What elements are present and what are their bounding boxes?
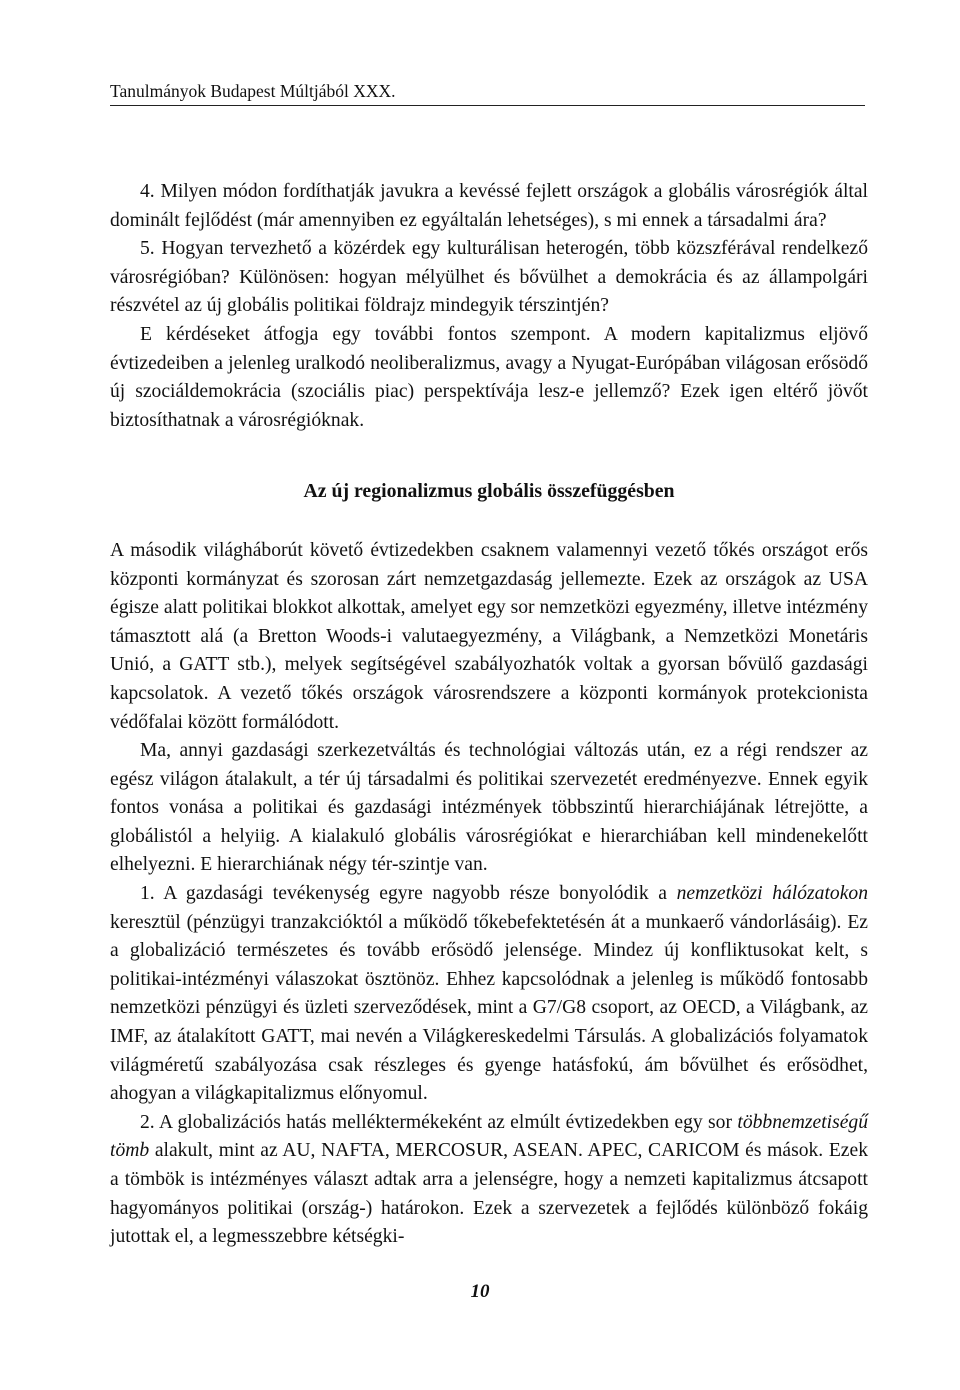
page-number: 10: [470, 1281, 490, 1302]
question-4: 4. Milyen módon fordíthatják javukra a kevéssé fejlett országok a globális városrégiók által dominált fejlődést (már amennyiben ez egyáltalán lehetséges), s mi ennek a társadalmi ára?: [110, 181, 868, 231]
paragraph-restructuring: Ma, annyi gazdasági szerkezetváltás és technológiai változás után, ez a régi rendszer az egész világon átalakult, a tér új társadalmi és politikai szervezetét eredményezve. Ennek egyik fontos vonása a politikai és gazdasági intézmények többszintű hierarchiájának létrejötte, a globálistól a helyiig. A kialakuló globális városrégiókat e hierarchiában kell mindenekelőtt elhelyezni. E hierarchiának négy tér-szintje van.: [110, 740, 868, 876]
list-item-1-text-b: keresztül (pénzügyi tranzakcióktól a működő tőkebefektetésén át a munkaerő vándorlásáig). Ez a globalizáció természetes és tovább erősödő jelensége. Mindez új konfliktusokat kelt, s politikai-intézményi válaszokat ösztönöz. Ehhez kapcsolódnak a jelenleg is működő fontosabb nemzetközi pénzügyi és üzleti szerveződések, mint a G7/G8 csoport, az OECD, a Világbank, az IMF, az átalakított GATT, mai nevén a Világkereskedelmi Társulás. A globalizációs folyamatok világméretű szabályozása csak részleges és gyenge hatásfokú, ám bővülhet és erősödhet, ahogyan a világkapitalizmus előnyomul.: [110, 911, 868, 1105]
list-item-1: [110, 880, 868, 1109]
list-item-2: [110, 1109, 868, 1252]
section-heading: Az új regionalizmus globális összefüggésben: [303, 480, 675, 503]
question-5: 5. Hogyan tervezhető a közérdek egy kulturálisan heterogén, több közszférával rendelkező városrégióban? Különösen: hogyan mélyülhet és bővülhet a demokrácia és az állampolgári részvétel az új globális politikai földrajz mindegyik térszintjén?: [110, 238, 868, 317]
paragraph-postwar: A második világháborút követő évtizedekben csaknem valamennyi vezető tőkés országot erős központi kormányzat és szorosan zárt nemzetgazdaság jellemezte. Ezek az országok az USA égisze alatt politikai blokkot alkottak, amelyet egy sor nemzetközi egyezmény, illetve intézmény támasztott alá (a Bretton Woods-i valutaegyezmény, a Világbank, a Nemzetközi Monetáris Unió, a GATT stb.), melyek segítségével szabályozhatók voltak a gyorsan bővülő gazdasági kapcsolatok. A vezető tőkés országok városrendszere a központi kormányok protekcionista védőfalai között formálódott.: [110, 539, 868, 733]
list-item-1-emphasis: nemzetközi hálózatokon: [676, 883, 868, 905]
paragraph-perspective: E kérdéseket átfogja egy további fontos szempont. A modern kapitalizmus eljövő évtizedeiben a jelenleg uralkodó neoliberalizmus, avagy a Nyugat-Európában világosan erősödő új szociáldemokrácia (szociális piac) perspektívája lesz-e jellemző? Ezek igen eltérő jövőt biztosíthatnak a városrégióknak.: [110, 323, 868, 431]
list-item-2-emphasis: többnemzetiségű tömb: [110, 1111, 868, 1162]
list-item-2-text-a: 2. A globalizációs hatás melléktermékeként az elmúlt évtizedekben egy sor: [140, 1111, 738, 1133]
body-text: [110, 178, 868, 1252]
list-item-1-text-a: 1. A gazdasági tevékenység egyre nagyobb része bonyolódik a: [140, 883, 677, 905]
list-item-2-text-b: alakult, mint az AU, NAFTA, MERCOSUR, ASEAN. APEC, CARICOM és mások. Ezek a tömbök is intézményes választ adtak arra a jelenségre, hogy a nemzeti kapitalizmus átcsapott hagyományos politikai (ország-) határokon. Ezek a szervezetek a fejlődés különböző fokáig jutottak el, a legmesszebbre kétségki-: [110, 1140, 868, 1248]
running-header: Tanulmányok Budapest Múltjából XXX.: [110, 80, 865, 106]
